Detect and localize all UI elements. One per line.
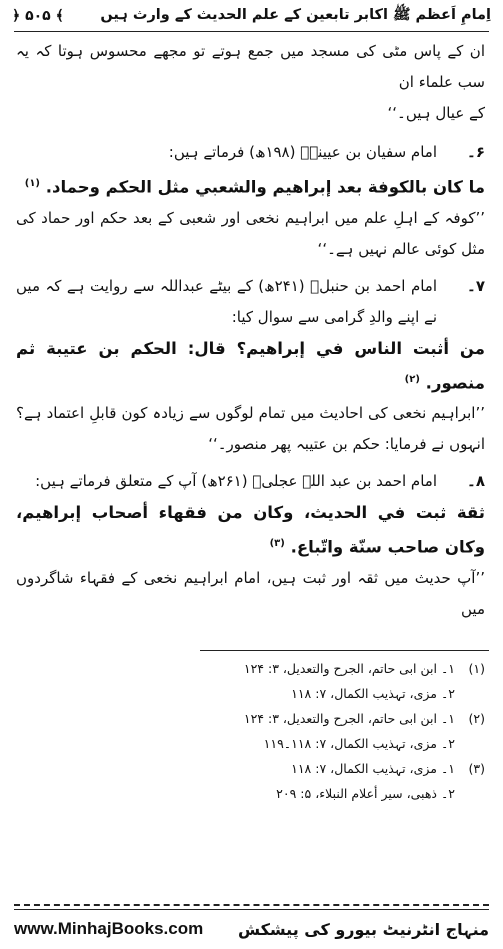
item-7-translation: ’’ابراہیم نخعی کی احادیث میں تمام لوگوں سے زیادہ کون قابلِ اعتماد ہے؟ انہوں نے فرمایا: حکم بن عتیبہ پھر منصور۔‘‘: [16, 404, 485, 453]
footnote-line: ۲۔ ذھبی، سیر أعلام النبلاء، ۵: ۲۰۹: [276, 786, 455, 801]
footnote-key: (۳): [468, 761, 485, 776]
bottom-dashed-rule: [14, 904, 489, 906]
footnote-line: ۱۔ مزی، تہذیب الکمال، ۷: ۱۱۸: [291, 761, 455, 776]
item-8-arabic-quote: [16, 497, 485, 563]
footnote-line: ۲۔ مزی، تہذیب الکمال، ۷: ۱۱۸۔۱۱۹: [263, 736, 455, 751]
item-6-arabic-text: ما كان بالكوفة بعد إبراهيم والشعبي مثل الحكم وحماد.: [45, 177, 485, 197]
item-8-number: ۸۔: [467, 472, 485, 490]
header-rule: [14, 31, 489, 32]
item-7: [16, 271, 485, 333]
item-8-footnote-ref: (۳): [269, 538, 285, 549]
item-6: [16, 137, 485, 168]
item-7-number: ۷۔: [467, 276, 485, 295]
item-7-arabic-quote: [16, 333, 485, 399]
website-link[interactable]: www.MinhajBooks.com: [14, 919, 204, 938]
running-header: [12, 3, 491, 29]
footnote-line: ۱۔ ابن ابی حاتم، الجرح والتعدیل، ۳: ۱۲۴: [243, 661, 455, 676]
page-number: ﴿ ۵۰۵ ﴾: [12, 8, 64, 24]
publisher-credit: منہاج انٹرنیٹ بیورو کی پیشکش: [237, 919, 489, 939]
bottom-banner: [14, 916, 489, 942]
footnote-3: [14, 756, 485, 781]
item-7-arabic-text: من أثبت الناس في إبراهيم؟ قال: الحكم بن عتيبة ثم منصور.: [16, 338, 485, 392]
item-6-arabic-quote: [16, 168, 485, 203]
item-6-number: ۶۔: [467, 143, 485, 161]
page-body: [16, 36, 485, 625]
footnote-line: ۱۔ ابن ابی حاتم، الجرح والتعدیل، ۳: ۱۲۴: [243, 711, 455, 726]
item-8-translation: ’’آپ حدیث میں ثقہ اور ثبت ہیں، امام ابراہیم نخعی کے فقہاء شاگردوں میں: [16, 568, 485, 618]
intro-line-1: ان کے پاس مٹی کی مسجد میں جمع ہوتے تو مجھے محسوس ہوتا کہ یہ سب علماء ان: [16, 42, 485, 91]
intro-paragraph: [16, 36, 485, 129]
footnotes: [14, 656, 485, 806]
footnote-key: (۱): [468, 661, 485, 676]
item-6-text: امام سفیان بن عیینہؒ (۱۹۸ھ) فرماتے ہیں:: [168, 143, 437, 161]
footnote-rule: [200, 650, 489, 651]
item-8-arabic-text: ثقة ثبت في الحديث، وكان من فقهاء أصحاب إبراهيم، وكان صاحب سنّة واتّباع.: [16, 503, 485, 557]
intro-line-2: کے عیال ہیں۔‘‘: [387, 104, 485, 122]
item-7-text: امام احمد بن حنبلؒ (۲۴۱ھ) کے بیٹے عبداللہ سے روایت ہے کہ میں نے اپنے والدِ گرامی سے سوال کیا:: [16, 276, 437, 326]
footnote-2: [14, 706, 485, 731]
item-8-text: امام احمد بن عبد اللہ عجلیؒ (۲۶۱ھ) آپ کے متعلق فرماتے ہیں:: [35, 472, 437, 490]
footnote-1: [14, 656, 485, 681]
footnote-line: ۲۔ مزی، تہذیب الکمال، ۷: ۱۱۸: [291, 686, 455, 701]
bottom-rule: [14, 909, 489, 910]
item-7-footnote-ref: (۲): [404, 373, 420, 385]
item-6-footnote-ref: (۱): [24, 178, 40, 189]
item-6-translation: ’’کوفہ کے اہلِ علم میں ابراہیم نخعی اور شعبی کے بعد حکم اور حماد کی مثل کوئی عالم نہیں ہے۔‘‘: [16, 208, 485, 258]
footnote-key: (۲): [468, 711, 485, 726]
item-8: [16, 466, 485, 497]
header-title: اِمامِ اَعظم ﷺ اکابر تابعین کے علم الحدیث کے وارث ہیں: [100, 6, 491, 23]
